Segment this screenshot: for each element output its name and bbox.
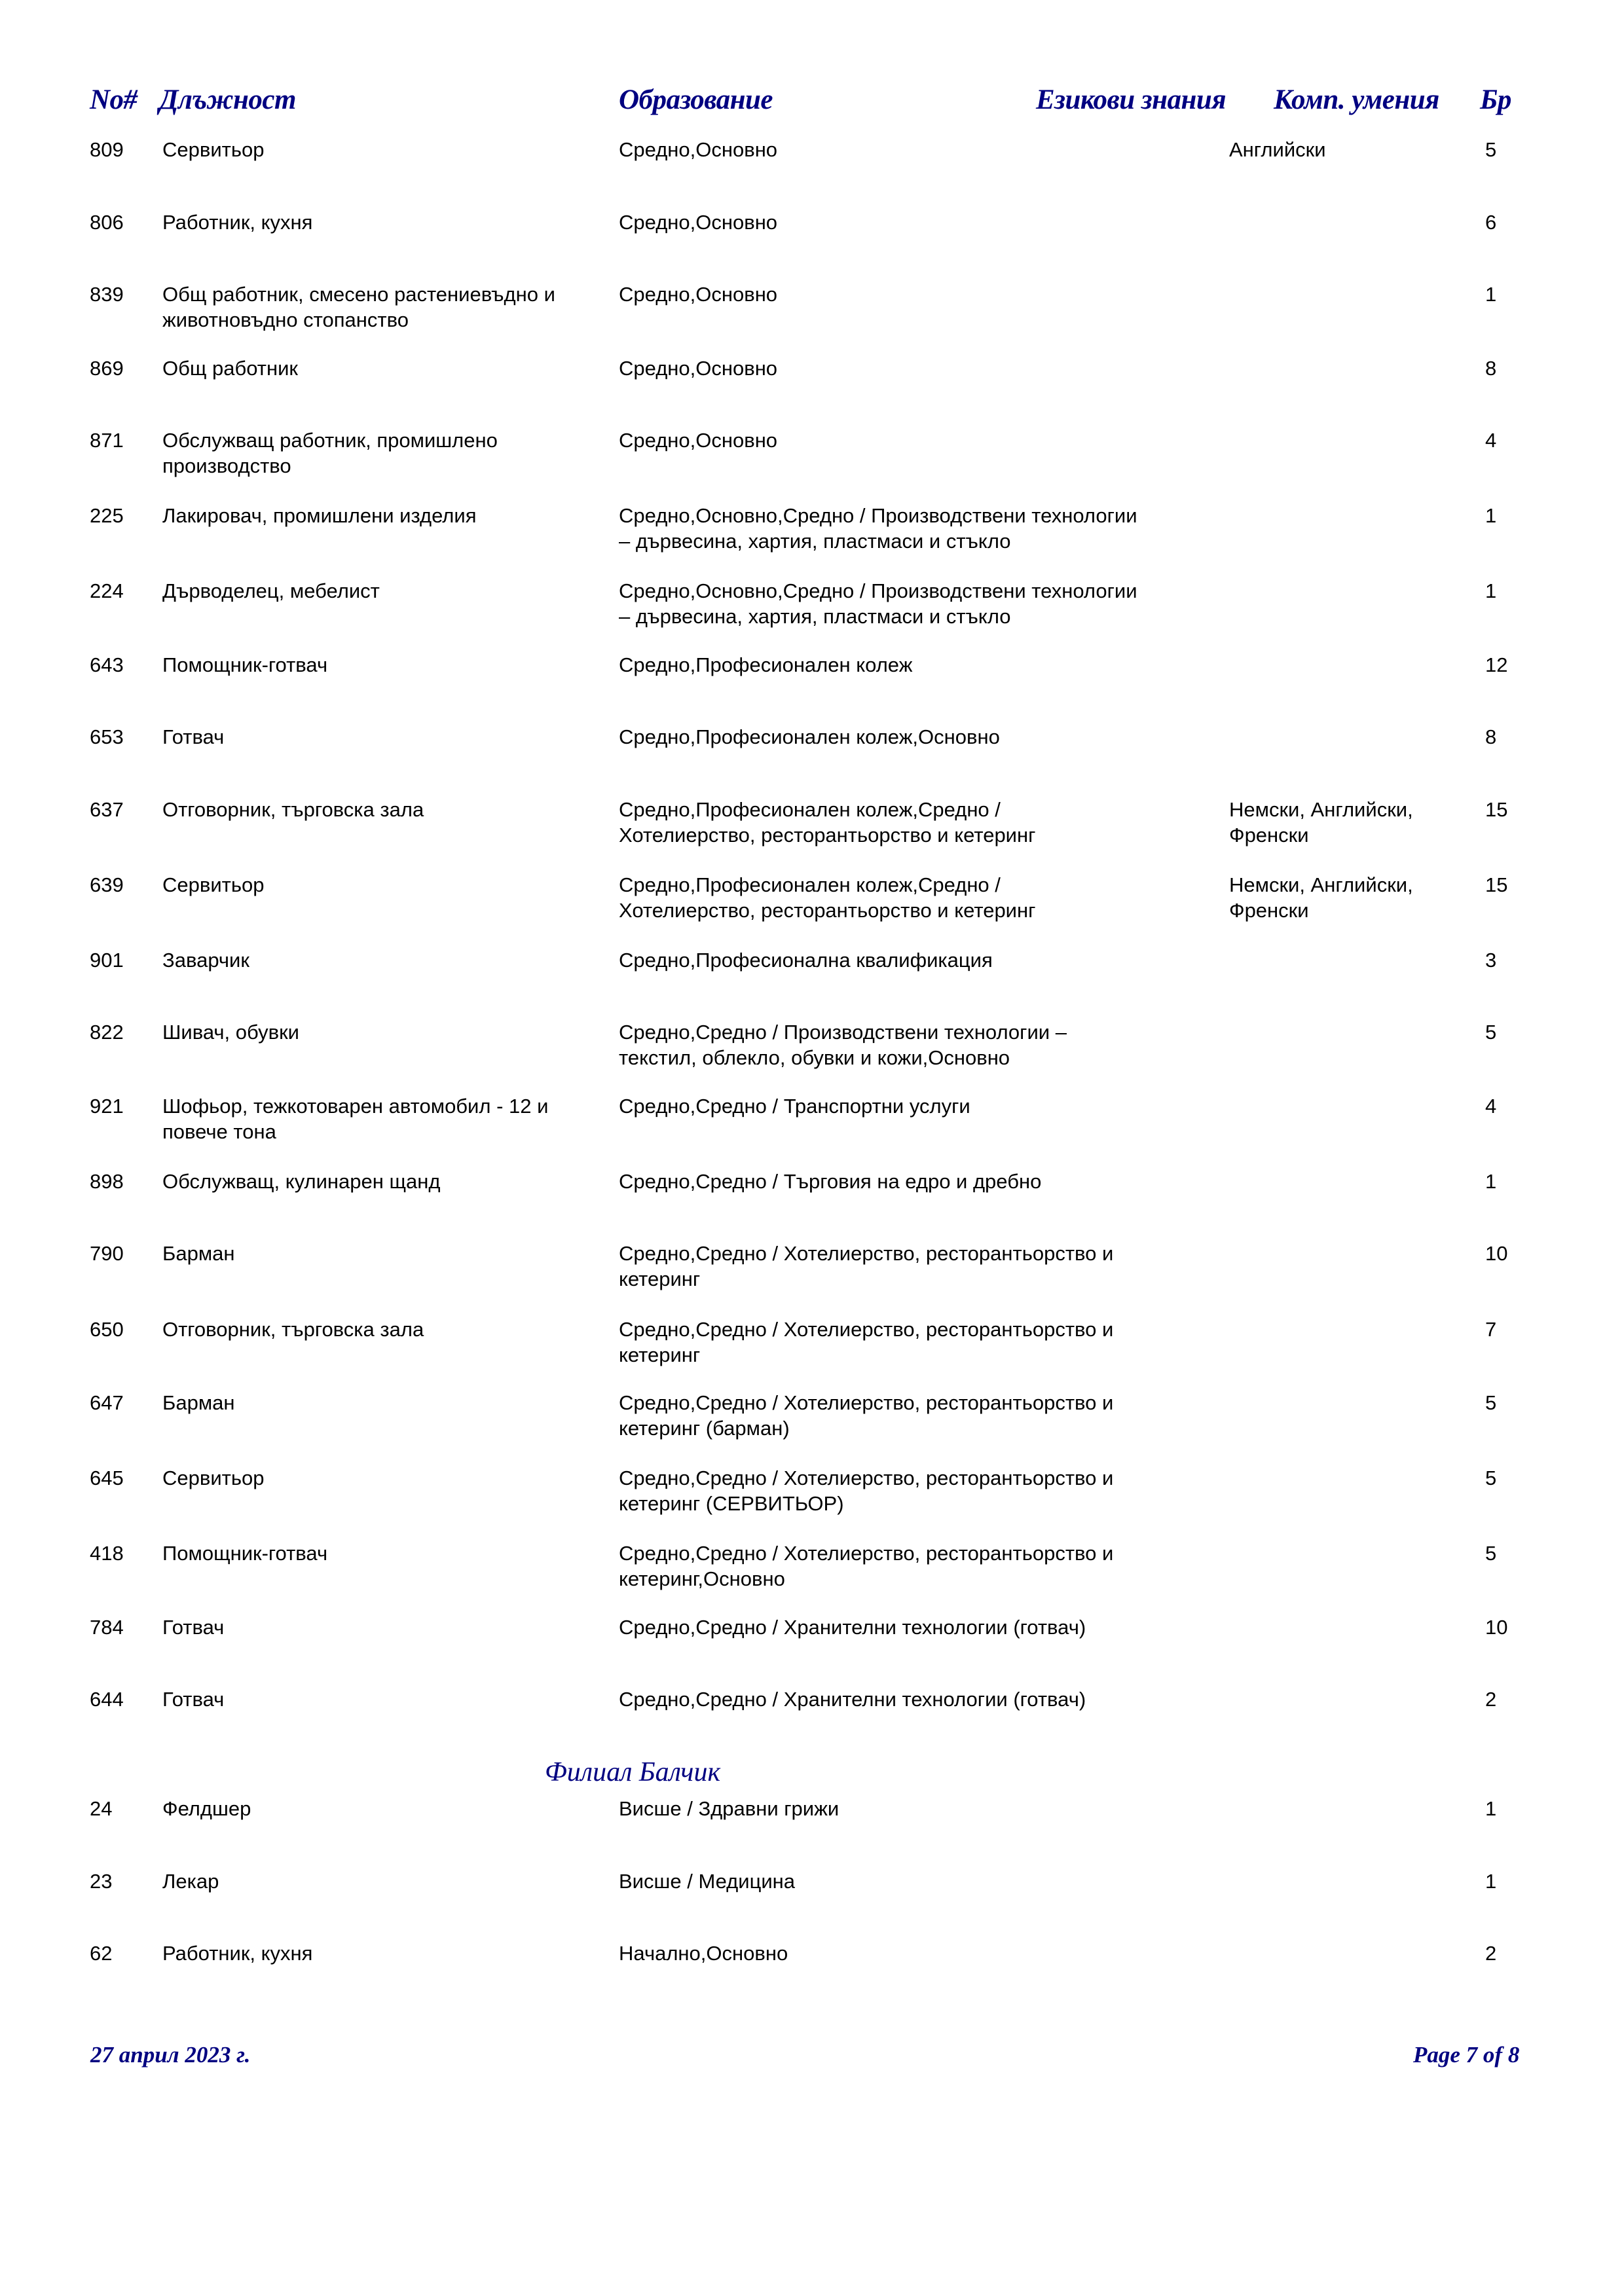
positions-count: 5 [1485, 1542, 1497, 1565]
education-requirement: Средно,Средно / Хотелиерство, ресторантьорство и кетеринг (барман) [619, 1391, 1114, 1440]
education-requirement: Средно,Професионален колеж [619, 653, 913, 676]
positions-count: 15 [1485, 798, 1508, 821]
row-number: 639 [90, 873, 124, 896]
row-number: 653 [90, 725, 124, 748]
education-requirement: Средно,Професионална квалификация [619, 949, 993, 972]
education-requirement: Средно,Професионален колеж,Основно [619, 725, 1000, 748]
positions-count: 1 [1485, 1797, 1497, 1820]
row-number: 62 [90, 1942, 113, 1965]
education-requirement: Средно,Основно,Средно / Производствени технологии – дървесина, хартия, пластмаси и стъкло [619, 504, 1137, 553]
column-header-languages: Езикови знания [1036, 84, 1226, 115]
row-number: 224 [90, 579, 124, 602]
positions-count: 10 [1485, 1242, 1508, 1265]
positions-count: 12 [1485, 653, 1508, 676]
column-header-count: Бр [1480, 84, 1511, 115]
education-requirement: Средно,Основно,Средно / Производствени технологии – дървесина, хартия, пластмаси и стъкло [619, 579, 1137, 628]
job-position: Обслужващ, кулинарен щанд [162, 1170, 441, 1193]
row-number: 225 [90, 504, 124, 527]
positions-count: 4 [1485, 429, 1497, 452]
row-number: 645 [90, 1467, 124, 1489]
education-requirement: Средно,Средно / Производствени технологии – текстил, облекло, обувки и кожи,Основно [619, 1021, 1067, 1069]
education-requirement: Начално,Основно [619, 1942, 788, 1965]
row-number: 806 [90, 211, 124, 234]
positions-count: 5 [1485, 1391, 1497, 1414]
education-requirement: Средно,Средно / Хранителни технологии (готвач) [619, 1688, 1086, 1711]
positions-count: 5 [1485, 1021, 1497, 1044]
row-number: 418 [90, 1542, 124, 1565]
job-position: Помощник-готвач [162, 1542, 328, 1565]
job-position: Готвач [162, 1688, 225, 1711]
row-number: 643 [90, 653, 124, 676]
job-position: Работник, кухня [162, 1942, 313, 1965]
job-position: Фелдшер [162, 1797, 251, 1820]
language-skills: Английски [1229, 138, 1326, 161]
job-position: Барман [162, 1391, 235, 1414]
education-requirement: Средно,Основно [619, 211, 778, 234]
row-number: 644 [90, 1688, 124, 1711]
row-number: 637 [90, 798, 124, 821]
job-position: Лекар [162, 1870, 219, 1893]
column-header-position: Длъжност [159, 84, 296, 115]
branch-heading: Филиал Балчик [545, 1757, 721, 1787]
footer-date: 27 април 2023 г. [90, 2042, 251, 2068]
positions-count: 5 [1485, 1467, 1497, 1489]
positions-count: 7 [1485, 1318, 1497, 1341]
row-number: 839 [90, 283, 124, 306]
row-number: 809 [90, 138, 124, 161]
education-requirement: Средно,Средно / Хотелиерство, ресторантьорство и кетеринг (СЕРВИТЬОР) [619, 1467, 1114, 1515]
row-number: 790 [90, 1242, 124, 1265]
positions-count: 3 [1485, 949, 1497, 972]
row-number: 647 [90, 1391, 124, 1414]
job-position: Отговорник, търговска зала [162, 798, 424, 821]
row-number: 898 [90, 1170, 124, 1193]
positions-count: 1 [1485, 504, 1497, 527]
positions-count: 8 [1485, 725, 1497, 748]
job-position: Лакировач, промишлени изделия [162, 504, 477, 527]
education-requirement: Средно,Професионален колеж,Средно / Хотелиерство, ресторантьорство и кетеринг [619, 873, 1036, 922]
positions-count: 1 [1485, 579, 1497, 602]
positions-count: 1 [1485, 1170, 1497, 1193]
footer-page-number: Page 7 of 8 [1413, 2042, 1520, 2068]
row-number: 784 [90, 1616, 124, 1639]
row-number: 650 [90, 1318, 124, 1341]
education-requirement: Средно,Професионален колеж,Средно / Хотелиерство, ресторантьорство и кетеринг [619, 798, 1036, 847]
column-header-education: Образование [619, 84, 773, 115]
positions-count: 4 [1485, 1095, 1497, 1118]
education-requirement: Средно,Средно / Хранителни технологии (готвач) [619, 1616, 1086, 1639]
education-requirement: Средно,Средно / Хотелиерство, ресторантьорство и кетеринг [619, 1318, 1114, 1366]
positions-count: 2 [1485, 1688, 1497, 1711]
education-requirement: Средно,Основно [619, 357, 778, 380]
education-requirement: Средно,Основно [619, 138, 778, 161]
education-requirement: Висше / Здравни грижи [619, 1797, 840, 1820]
job-position: Готвач [162, 1616, 225, 1639]
row-number: 871 [90, 429, 124, 452]
language-skills: Немски, Английски, Френски [1229, 798, 1413, 847]
job-position: Отговорник, търговска зала [162, 1318, 424, 1341]
positions-count: 15 [1485, 873, 1508, 896]
positions-count: 10 [1485, 1616, 1508, 1639]
job-position: Барман [162, 1242, 235, 1265]
job-position: Помощник-готвач [162, 653, 328, 676]
education-requirement: Средно,Средно / Хотелиерство, ресторантьорство и кетеринг,Основно [619, 1542, 1114, 1590]
row-number: 921 [90, 1095, 124, 1118]
education-requirement: Средно,Средно / Хотелиерство, ресторантьорство и кетеринг [619, 1242, 1114, 1290]
job-position: Общ работник, смесено растениевъдно и животновъдно стопанство [162, 283, 555, 331]
education-requirement: Средно,Основно [619, 429, 778, 452]
language-skills: Немски, Английски, Френски [1229, 873, 1413, 922]
positions-count: 6 [1485, 211, 1497, 234]
job-position: Заварчик [162, 949, 249, 972]
job-position: Обслужващ работник, промишлено производство [162, 429, 498, 477]
education-requirement: Средно,Средно / Транспортни услуги [619, 1095, 970, 1118]
positions-count: 1 [1485, 1870, 1497, 1893]
job-position: Шофьор, тежкотоварен автомобил - 12 и повече тона [162, 1095, 549, 1143]
row-number: 901 [90, 949, 124, 972]
education-requirement: Средно,Средно / Търговия на едро и дребно [619, 1170, 1042, 1193]
job-position: Сервитьор [162, 138, 265, 161]
row-number: 23 [90, 1870, 113, 1893]
job-position: Дърводелец, мебелист [162, 579, 380, 602]
row-number: 24 [90, 1797, 113, 1820]
row-number: 869 [90, 357, 124, 380]
positions-count: 1 [1485, 283, 1497, 306]
job-position: Сервитьор [162, 1467, 265, 1489]
education-requirement: Висше / Медицина [619, 1870, 796, 1893]
job-position: Общ работник [162, 357, 298, 380]
job-position: Шивач, обувки [162, 1021, 299, 1044]
positions-count: 8 [1485, 357, 1497, 380]
education-requirement: Средно,Основно [619, 283, 778, 306]
positions-count: 2 [1485, 1942, 1497, 1965]
row-number: 822 [90, 1021, 124, 1044]
job-position: Работник, кухня [162, 211, 313, 234]
column-header-computer-skills: Комп. умения [1274, 84, 1439, 115]
job-position: Сервитьор [162, 873, 265, 896]
positions-count: 5 [1485, 138, 1497, 161]
column-header-no: No# [90, 84, 138, 115]
job-position: Готвач [162, 725, 225, 748]
